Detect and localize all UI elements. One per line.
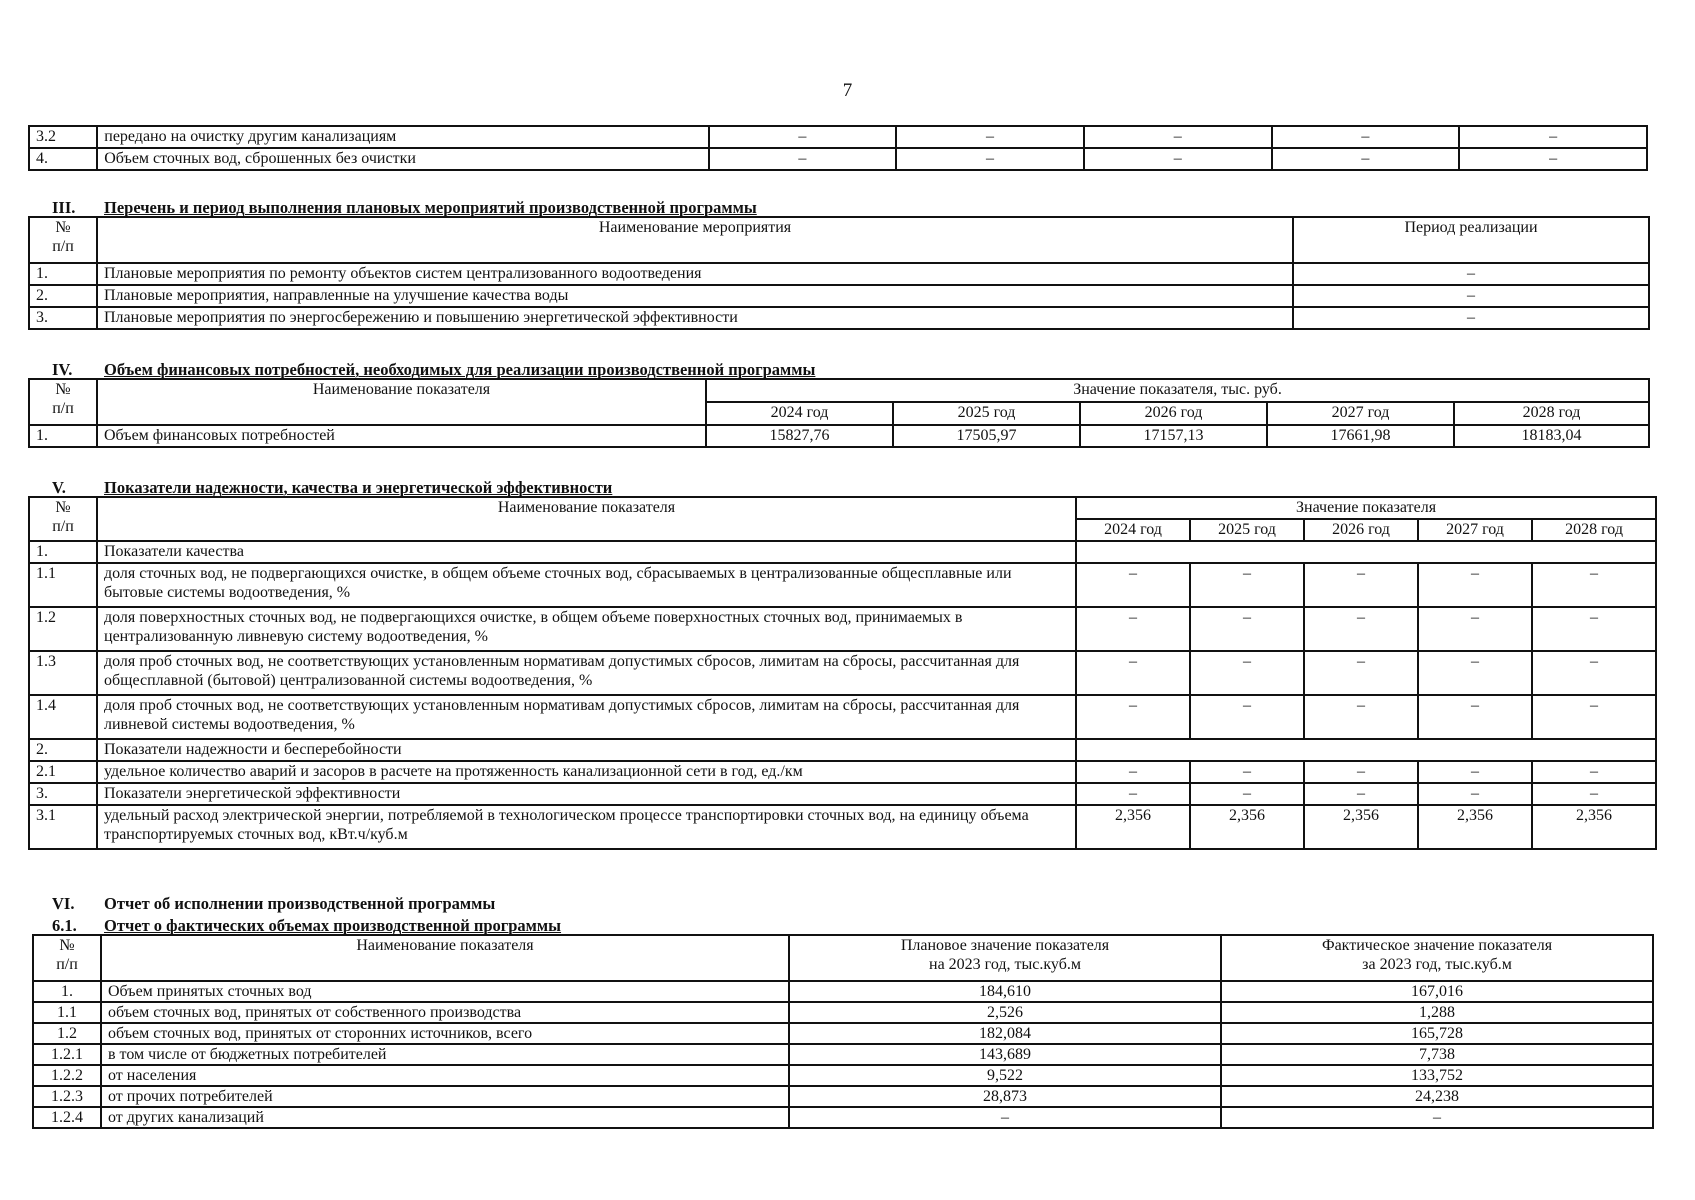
row-number: 1.2.4: [33, 1107, 101, 1128]
row-value-empty: [1076, 739, 1656, 761]
row-name: Показатели энергетической эффективности: [97, 783, 1076, 805]
row-fact: 24,238: [1221, 1086, 1653, 1107]
row-name: от других канализаций: [101, 1107, 789, 1128]
row-value: –: [709, 126, 897, 148]
row-number: 1.3: [29, 651, 97, 695]
row-value: –: [1076, 761, 1190, 783]
row-name: Плановые мероприятия, направленные на улучшение качества воды: [97, 285, 1293, 307]
row-value: –: [1459, 148, 1647, 170]
row-name: передано на очистку другим канализациям: [97, 126, 708, 148]
s5-header-values: Значение показателя: [1076, 497, 1656, 519]
row-name: доля сточных вод, не подвергающихся очистке, в общем объеме сточных вод, сбрасываемых в централизованные общесплавные или бытовые системы водоотведения, %: [97, 563, 1076, 607]
section6-heading: [52, 894, 1652, 916]
row-value: –: [1084, 148, 1272, 170]
row-value: –: [1532, 563, 1656, 607]
year-header: 2026 год: [1304, 519, 1418, 541]
section6-title: Отчет об исполнении производственной программы: [104, 894, 496, 913]
table-row: [29, 541, 1656, 563]
row-fact: –: [1221, 1107, 1653, 1128]
section6-1-number: 6.1.: [52, 916, 77, 935]
row-value: –: [1418, 695, 1532, 739]
s5-header-name: Наименование показателя: [97, 497, 1076, 541]
year-header: 2028 год: [1532, 519, 1656, 541]
year-header: 2024 год: [706, 402, 893, 425]
row-value: –: [1532, 607, 1656, 651]
row-value: –: [1190, 563, 1304, 607]
s3-header-period: Период реализации: [1293, 217, 1649, 263]
row-value: –: [896, 148, 1084, 170]
row-value: –: [1532, 695, 1656, 739]
section3-title: Перечень и период выполнения плановых мероприятий производственной программы: [104, 198, 757, 217]
row-plan: 2,526: [789, 1002, 1221, 1023]
table-row: [33, 1086, 1653, 1107]
row-value: –: [1190, 783, 1304, 805]
row-name: удельное количество аварий и засоров в расчете на протяженность канализационной сети в год, ед./км: [97, 761, 1076, 783]
row-number: 1.2.2: [33, 1065, 101, 1086]
row-number: 1.: [33, 981, 101, 1002]
row-period: –: [1293, 285, 1649, 307]
row-name: объем сточных вод, принятых от собственного производства: [101, 1002, 789, 1023]
row-plan: 143,689: [789, 1044, 1221, 1065]
row-name: Показатели качества: [97, 541, 1076, 563]
s6-header-plan: Плановое значение показателя на 2023 год, тыс.куб.м: [789, 935, 1221, 981]
row-name: доля поверхностных сточных вод, не подвергающихся очистке, в общем объеме поверхностных сточных вод, принимаемых в централизованную ливневую систему водоотведения, %: [97, 607, 1076, 651]
row-name: Объем сточных вод, сброшенных без очистки: [97, 148, 708, 170]
row-period: –: [1293, 307, 1649, 329]
table-row: [29, 761, 1656, 783]
table-row: [29, 651, 1656, 695]
table-row: [29, 739, 1656, 761]
row-value: –: [896, 126, 1084, 148]
row-number: 1.1: [29, 563, 97, 607]
row-number: 1.4: [29, 695, 97, 739]
table-row: [33, 981, 1653, 1002]
section6-1-title: Отчет о фактических объемах производственной программы: [104, 916, 562, 935]
row-value: –: [1076, 607, 1190, 651]
row-plan: 28,873: [789, 1086, 1221, 1107]
row-value: –: [1418, 651, 1532, 695]
year-header: 2025 год: [1190, 519, 1304, 541]
row-value: –: [1084, 126, 1272, 148]
row-value: 17157,13: [1080, 425, 1267, 447]
row-name: от прочих потребителей: [101, 1086, 789, 1107]
s4-header-num: № п/п: [29, 379, 97, 425]
row-value: –: [1532, 761, 1656, 783]
row-number: 1.2: [29, 607, 97, 651]
table-row: [33, 1044, 1653, 1065]
table-row: [29, 607, 1656, 651]
section5-number: V.: [52, 478, 66, 497]
section5-title: Показатели надежности, качества и энергетической эффективности: [104, 478, 613, 497]
row-name: объем сточных вод, принятых от сторонних источников, всего: [101, 1023, 789, 1044]
row-value: –: [1304, 563, 1418, 607]
row-value: –: [1304, 651, 1418, 695]
row-number: 1.: [29, 263, 97, 285]
row-name: доля проб сточных вод, не соответствующих установленным нормативам допустимых сбросов, лимитам на сбросы, рассчитанная для ливневой системы водоотведения, %: [97, 695, 1076, 739]
row-value: –: [1532, 783, 1656, 805]
row-number: 3.2: [29, 126, 97, 148]
section5-table: [28, 496, 1657, 850]
row-value: 15827,76: [706, 425, 893, 447]
s6-header-name: Наименование показателя: [101, 935, 789, 981]
row-number: 1.2: [33, 1023, 101, 1044]
row-value: –: [1304, 607, 1418, 651]
row-fact: 133,752: [1221, 1065, 1653, 1086]
table-row: [29, 783, 1656, 805]
row-number: 1.1: [33, 1002, 101, 1023]
row-number: 4.: [29, 148, 97, 170]
row-plan: 184,610: [789, 981, 1221, 1002]
row-name: Объем принятых сточных вод: [101, 981, 789, 1002]
row-value-empty: [1076, 541, 1656, 563]
row-value: –: [1076, 783, 1190, 805]
row-value: –: [1418, 783, 1532, 805]
year-header: 2027 год: [1267, 402, 1454, 425]
row-value: –: [1418, 761, 1532, 783]
row-value: –: [1076, 651, 1190, 695]
row-name: доля проб сточных вод, не соответствующих установленным нормативам допустимых сбросов, лимитам на сбросы, рассчитанная для общесплавной (бытовой) централизованной системы водоотведения, %: [97, 651, 1076, 695]
row-plan: –: [789, 1107, 1221, 1128]
s3-header-num: № п/п: [29, 217, 97, 263]
section4-table: [28, 378, 1650, 448]
row-name: Плановые мероприятия по ремонту объектов систем централизованного водоотведения: [97, 263, 1293, 285]
section6-number: VI.: [52, 894, 75, 913]
table-row: [33, 1065, 1653, 1086]
row-number: 3.: [29, 783, 97, 805]
row-value: 2,356: [1418, 805, 1532, 849]
row-value: 2,356: [1532, 805, 1656, 849]
row-value: –: [1304, 783, 1418, 805]
row-fact: 7,738: [1221, 1044, 1653, 1065]
table-row: [29, 307, 1649, 329]
year-header: 2024 год: [1076, 519, 1190, 541]
row-plan: 9,522: [789, 1065, 1221, 1086]
table-row: [29, 263, 1649, 285]
row-number: 1.2.1: [33, 1044, 101, 1065]
row-value: –: [1304, 695, 1418, 739]
row-value: –: [1272, 148, 1460, 170]
row-value: 17661,98: [1267, 425, 1454, 447]
row-fact: 165,728: [1221, 1023, 1653, 1044]
table-row: [29, 805, 1656, 849]
row-name: Показатели надежности и бесперебойности: [97, 739, 1076, 761]
row-number: 1.: [29, 425, 97, 447]
section3-number: III.: [52, 198, 76, 217]
table-row: [29, 563, 1656, 607]
row-name: удельный расход электрической энергии, потребляемой в технологическом процессе транспортировки сточных вод, на единицу объема транспортируемых сточных вод, кВт.ч/куб.м: [97, 805, 1076, 849]
row-value: –: [1418, 563, 1532, 607]
row-value: 2,356: [1076, 805, 1190, 849]
row-value: 2,356: [1190, 805, 1304, 849]
row-number: 2.: [29, 285, 97, 307]
section4-number: IV.: [52, 360, 73, 379]
year-header: 2028 год: [1454, 402, 1649, 425]
row-value: –: [1532, 651, 1656, 695]
row-value: –: [1076, 695, 1190, 739]
table-row: [29, 695, 1656, 739]
table-row: [29, 126, 1647, 148]
row-fact: 167,016: [1221, 981, 1653, 1002]
year-header: 2025 год: [893, 402, 1080, 425]
row-fact: 1,288: [1221, 1002, 1653, 1023]
row-value: –: [1418, 607, 1532, 651]
year-header: 2026 год: [1080, 402, 1267, 425]
row-name: Объем финансовых потребностей: [97, 425, 706, 447]
row-value: –: [1190, 761, 1304, 783]
table-row: [33, 1023, 1653, 1044]
page-number: 7: [842, 80, 853, 101]
row-value: 18183,04: [1454, 425, 1649, 447]
row-plan: 182,084: [789, 1023, 1221, 1044]
table-row: [33, 1107, 1653, 1128]
row-value: –: [1190, 607, 1304, 651]
row-value: –: [1304, 761, 1418, 783]
row-name: Плановые мероприятия по энергосбережению и повышению энергетической эффективности: [97, 307, 1293, 329]
row-name: в том числе от бюджетных потребителей: [101, 1044, 789, 1065]
row-value: –: [1190, 695, 1304, 739]
row-number: 2.: [29, 739, 97, 761]
row-number: 3.1: [29, 805, 97, 849]
s3-header-name: Наименование мероприятия: [97, 217, 1293, 263]
s5-header-num: № п/п: [29, 497, 97, 541]
row-value: –: [1459, 126, 1647, 148]
table-row: [29, 285, 1649, 307]
section3-table: [28, 216, 1650, 330]
row-period: –: [1293, 263, 1649, 285]
table-row: [29, 148, 1647, 170]
s6-header-fact: Фактическое значение показателя за 2023 год, тыс.куб.м: [1221, 935, 1653, 981]
s4-header-values: Значение показателя, тыс. руб.: [706, 379, 1649, 402]
table-row: [33, 1002, 1653, 1023]
row-number: 1.2.3: [33, 1086, 101, 1107]
row-number: 1.: [29, 541, 97, 563]
row-value: –: [709, 148, 897, 170]
s6-header-num: № п/п: [33, 935, 101, 981]
row-name: от населения: [101, 1065, 789, 1086]
year-header: 2027 год: [1418, 519, 1532, 541]
row-number: 3.: [29, 307, 97, 329]
section4-title: Объем финансовых потребностей, необходимых для реализации производственной программы: [104, 360, 816, 379]
section2-table: [28, 125, 1648, 171]
row-number: 2.1: [29, 761, 97, 783]
row-value: –: [1076, 563, 1190, 607]
row-value: 2,356: [1304, 805, 1418, 849]
table-row: [29, 425, 1649, 447]
section6-table: [32, 934, 1654, 1129]
s4-header-name: Наименование показателя: [97, 379, 706, 425]
row-value: –: [1190, 651, 1304, 695]
row-value: 17505,97: [893, 425, 1080, 447]
row-value: –: [1272, 126, 1460, 148]
